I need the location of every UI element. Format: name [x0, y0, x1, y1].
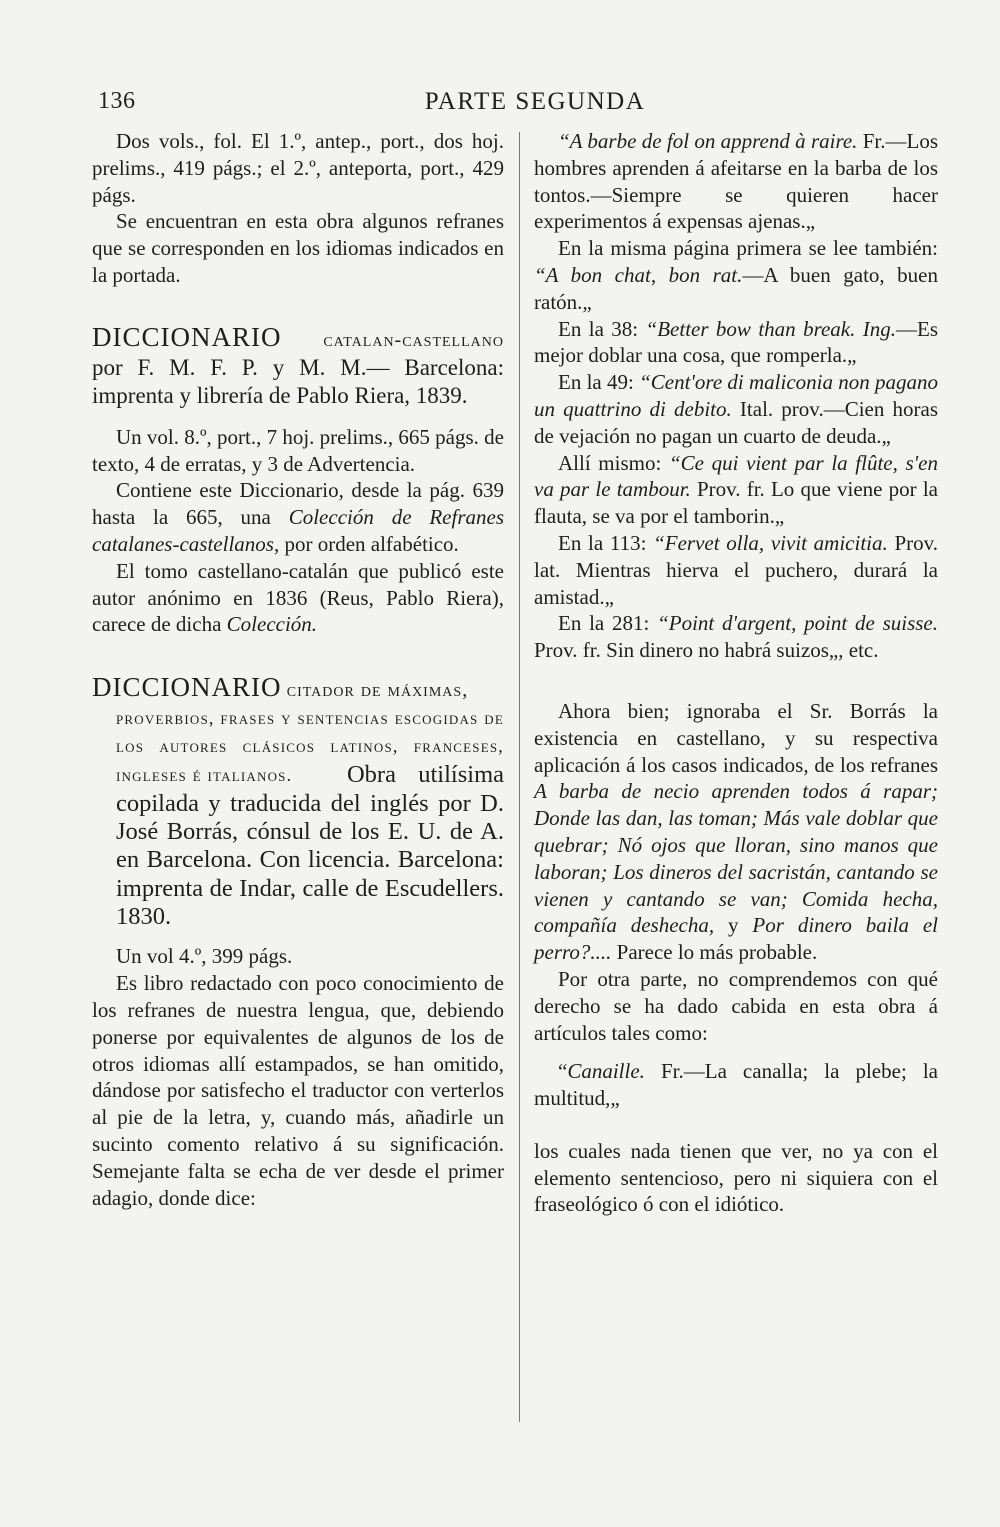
paragraph: Ahora bien; ignoraba el Sr. Borrás la existencia en castellano, y su respectiva aplicación á los casos indicados, de los refranes A barba de necio aprenden todos á rapar; Donde las dan, las toman; Más vale doblar que quebrar; Nó ojos que lloran, sino manos que laboran; Los dineros del sacristán, cantando se vienen y cantando se van; Comida hecha, compañía deshecha, y Por dinero baila el perro?.... Parece lo más probable.: [534, 698, 938, 965]
entry-title: [92, 674, 504, 704]
bibliography-entry: [92, 323, 504, 410]
entry-title-smallcaps: proverbios, frases y sentencias escogidas de los autores clásicos latinos, franceses, ingleses é italianos.: [116, 707, 504, 785]
paragraph: los cuales nada tienen que ver, no ya con el elemento sentencioso, pero ni siquiera con el fraseológico ó con el idiótico.: [534, 1138, 938, 1217]
quotation: En la 49: “Cent'ore di maliconia non pagano un quattrino di debito. Ital. prov.—Cien horas de vejación no pagan un cuarto de deuda.„: [534, 370, 939, 448]
quotation: En la 38: “Better bow than break. Ing.—Es mejor doblar una cosa, que romperla.„: [534, 316, 938, 368]
bibliography-entry: [92, 674, 504, 931]
column-rule: [519, 132, 520, 1422]
entry-title: [92, 323, 504, 410]
right-column: [534, 128, 938, 1218]
entry-title-smallcaps: catalan-castellano: [323, 328, 504, 351]
entry-headword: DICCIONARIO: [92, 321, 282, 352]
quotation: “Canaille. Fr.—La canalla; la plebe; la multitud,„: [534, 1059, 938, 1111]
paragraph: Un vol. 8.º, port., 7 hoj. prelims., 665 págs. de texto, 4 de erratas, y 3 de Advertencia.: [92, 424, 504, 476]
paragraph: El tomo castellano-catalán que publicó este autor anónimo en 1836 (Reus, Pablo Riera), carece de dicha Colección.: [92, 558, 504, 637]
quotation: Allí mismo: “Ce qui vient par la flûte, s'en va par le tambour. Prov. fr. Lo que viene por la flauta, se va por el tamborin.„: [534, 450, 938, 529]
quotation: En la 113: “Fervet olla, vivit amicitia. Prov. lat. Mientras hierva el puchero, durará la amistad.„: [534, 530, 939, 609]
paragraph: Se encuentran en esta obra algunos refranes que se corresponden en los idiomas indicados en la portada.: [92, 209, 504, 287]
entry-headword: DICCIONARIO: [92, 672, 282, 703]
paragraph: Dos vols., fol. El 1.º, antep., port., dos hoj. prelims., 419 págs.; el 2.º, anteporta, port., 429 págs.: [92, 129, 504, 207]
left-column: [92, 128, 504, 1211]
paragraph: Por otra parte, no comprendemos con qué derecho se ha dado cabida en esta obra á artículos tales como:: [534, 966, 938, 1045]
running-head: PARTE SEGUNDA: [424, 88, 646, 115]
quotation: “A barbe de fol on apprend à raire. Fr.—Los hombres aprenden á afeitarse en la barba de los tontos.—Siempre se quieren hacer experimentos á expensas ajenas.„: [534, 129, 939, 234]
entry-title-smallcaps: citador de máximas,: [286, 679, 469, 702]
entry-imprint: Obra utilísima copilada y traducida del inglés por D. José Borrás, cónsul de los E. U. de A. en Barcelona. Con licencia. Barcelona: imprenta de Indar, calle de Escudellers. 1830.: [116, 760, 504, 931]
paragraph: Es libro redactado con poco conocimiento de los refranes de nuestra lengua, que, debiendo ponerse por equivalentes de algunos de los de otros idiomas allí estampados, se han omitido, dándose por satisfecho el traductor con verterlos al pie de la letra, y, cuando más, añadirle un sucinto comento relativo á su significación. Semejante falta se echa de ver desde el primer adagio, donde dice:: [92, 971, 504, 1210]
quotation: En la 281: “Point d'argent, point de suisse. Prov. fr. Sin dinero no habrá suizos„, etc.: [534, 611, 938, 663]
quotation: En la misma página primera se lee también: “A bon chat, bon rat.—A buen gato, buen ratón.„: [534, 236, 938, 314]
page-number: 136: [98, 88, 136, 114]
paragraph: Contiene este Diccionario, desde la pág. 639 hasta la 665, una Colección de Refranes catalanes-castellanos, por orden alfabético.: [92, 478, 504, 556]
entry-imprint: por F. M. F. P. y M. M.— Barcelona: imprenta y librería de Pablo Riera, 1839.: [92, 354, 504, 408]
paragraph: Un vol 4.º, 399 págs.: [116, 944, 293, 969]
